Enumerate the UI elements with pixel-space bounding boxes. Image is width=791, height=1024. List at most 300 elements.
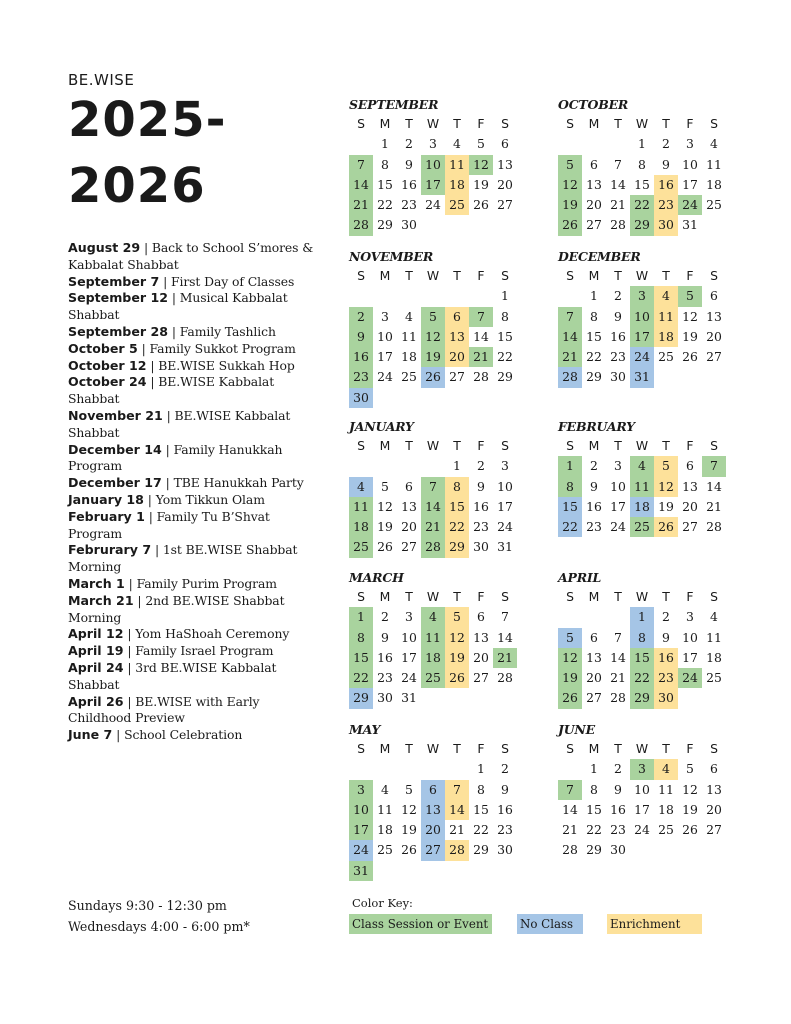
day-cell: 12	[558, 175, 582, 195]
weekday-header: T	[453, 267, 461, 283]
day-cell: 5	[445, 607, 469, 627]
weekday-header: M	[588, 588, 600, 604]
day-cell: 21	[469, 347, 493, 367]
day-cell: 16	[610, 328, 626, 344]
weekday-header: T	[453, 588, 461, 604]
month-october	[558, 96, 726, 236]
day-cell: 11	[630, 477, 654, 497]
day-cell: 18	[630, 497, 654, 517]
day-cell: 5	[686, 761, 694, 777]
event-date: Februrary 7	[68, 542, 152, 558]
day-cell: 3	[686, 609, 694, 625]
brand-name: BE.WISE	[68, 71, 135, 89]
day-cell: 14	[445, 800, 469, 820]
event-date: April 24	[68, 659, 124, 675]
weekday-header: S	[710, 588, 718, 604]
day-cell: 10	[682, 156, 698, 172]
month-title: JUNE	[558, 722, 595, 737]
day-cell: 23	[377, 670, 393, 686]
day-cell: 15	[377, 176, 393, 192]
month-march	[349, 569, 517, 709]
event-description: | TBE Hanukkah Party	[161, 475, 304, 491]
weekday-header: W	[635, 115, 649, 131]
event-item	[68, 542, 318, 576]
day-cell: 14	[497, 629, 513, 645]
event-date: October 24	[68, 374, 147, 390]
event-date: September 7	[68, 273, 160, 289]
day-cell: 29	[586, 842, 602, 858]
day-cell: 27	[497, 197, 513, 213]
day-cell: 26	[558, 215, 582, 235]
weekday-header: S	[710, 740, 718, 756]
day-cell: 8	[445, 477, 469, 497]
day-cell: 21	[449, 822, 465, 838]
weekday-header: F	[477, 115, 485, 131]
day-cell: 4	[654, 286, 678, 306]
empty-cell	[445, 759, 469, 779]
weekday-header: F	[477, 740, 485, 756]
day-cell: 22	[558, 517, 582, 537]
day-cell: 12	[682, 781, 698, 797]
event-item	[68, 374, 318, 408]
key-enrichment: Enrichment	[607, 914, 702, 934]
day-cell: 16	[654, 175, 678, 195]
day-cell: 20	[586, 197, 602, 213]
event-description: | Back to School S’mores & Kabbalat Shabbat	[68, 240, 314, 272]
weekday-header: S	[357, 437, 365, 453]
day-cell: 15	[630, 648, 654, 668]
day-cell: 11	[445, 155, 469, 175]
day-cell: 25	[658, 349, 674, 365]
day-cell: 7	[558, 780, 582, 800]
day-cell: 22	[630, 668, 654, 688]
day-cell: 1	[477, 761, 485, 777]
day-cell: 20	[445, 347, 469, 367]
weekday-header: S	[501, 437, 509, 453]
day-cell: 2	[614, 761, 622, 777]
empty-cell	[558, 286, 582, 306]
day-cell: 26	[421, 367, 445, 387]
event-description: | Family Purim Program	[124, 575, 277, 591]
day-cell: 26	[473, 197, 489, 213]
day-cell: 18	[401, 349, 417, 365]
month-title: SEPTEMBER	[349, 97, 439, 112]
day-cell: 28	[558, 367, 582, 387]
day-cell: 6	[590, 156, 598, 172]
empty-cell	[421, 759, 445, 779]
weekday-header: T	[405, 115, 413, 131]
day-cell: 5	[405, 781, 413, 797]
day-cell: 8	[349, 628, 373, 648]
weekday-header: S	[566, 740, 574, 756]
day-cell: 18	[654, 327, 678, 347]
day-cell: 17	[634, 801, 650, 817]
day-cell: 4	[381, 781, 389, 797]
day-cell: 30	[473, 539, 489, 555]
day-cell: 28	[497, 670, 513, 686]
day-cell: 18	[706, 649, 722, 665]
day-cell: 6	[501, 136, 509, 152]
day-cell: 19	[445, 648, 469, 668]
event-description: | BE.WISE with Early Childhood Preview	[68, 693, 260, 726]
weekday-header: T	[662, 740, 670, 756]
empty-cell	[373, 286, 397, 306]
day-cell: 3	[381, 308, 389, 324]
empty-cell	[349, 286, 373, 306]
color-key-title: Color Key:	[352, 896, 413, 910]
day-cell: 30	[610, 842, 626, 858]
weekday-header: S	[566, 437, 574, 453]
school-hours	[68, 895, 250, 937]
day-cell: 16	[497, 801, 513, 817]
day-cell: 2	[349, 307, 373, 327]
event-description: | Family Sukkot Program	[137, 340, 296, 356]
day-cell: 7	[614, 156, 622, 172]
day-cell: 13	[421, 800, 445, 820]
day-cell: 3	[501, 458, 509, 474]
weekday-header: S	[357, 740, 365, 756]
day-cell: 22	[349, 668, 373, 688]
day-cell: 8	[630, 628, 654, 648]
day-cell: 26	[401, 842, 417, 858]
weekday-header: T	[614, 588, 622, 604]
day-cell: 3	[614, 458, 622, 474]
day-cell: 28	[562, 842, 578, 858]
month-title: FEBRUARY	[558, 419, 635, 434]
day-cell: 1	[590, 761, 598, 777]
weekday-header: W	[426, 115, 440, 131]
weekday-header: S	[566, 588, 574, 604]
day-cell: 15	[473, 801, 489, 817]
day-cell: 17	[349, 820, 373, 840]
day-cell: 7	[421, 477, 445, 497]
event-date: April 19	[68, 643, 124, 659]
empty-cell	[373, 456, 397, 476]
day-cell: 4	[421, 607, 445, 627]
weekday-header: W	[635, 740, 649, 756]
day-cell: 3	[630, 286, 654, 306]
day-cell: 9	[614, 781, 622, 797]
day-cell: 8	[590, 781, 598, 797]
day-cell: 29	[473, 842, 489, 858]
day-cell: 9	[590, 478, 598, 494]
weekday-header: S	[357, 267, 365, 283]
day-cell: 20	[706, 801, 722, 817]
empty-cell	[582, 607, 606, 627]
day-cell: 19	[658, 498, 674, 514]
weekday-header: T	[405, 437, 413, 453]
event-description: | Yom HaShoah Ceremony	[123, 626, 290, 642]
month-november	[349, 248, 517, 408]
day-cell: 15	[586, 328, 602, 344]
month-title: APRIL	[558, 570, 602, 585]
day-cell: 7	[558, 307, 582, 327]
day-cell: 14	[610, 649, 626, 665]
empty-cell	[558, 607, 582, 627]
weekday-header: F	[686, 267, 694, 283]
day-cell: 15	[445, 497, 469, 517]
day-cell: 24	[634, 822, 650, 838]
day-cell: 6	[710, 761, 718, 777]
day-cell: 4	[453, 136, 461, 152]
day-cell: 14	[558, 327, 582, 347]
weekday-header: M	[379, 115, 391, 131]
weekday-header: W	[426, 437, 440, 453]
day-cell: 14	[706, 478, 722, 494]
day-cell: 19	[558, 195, 582, 215]
event-date: October 5	[68, 340, 138, 356]
day-cell: 5	[421, 307, 445, 327]
weekday-header: S	[710, 267, 718, 283]
hours-sunday: Sundays 9:30 - 12:30 pm	[68, 898, 227, 913]
day-cell: 3	[405, 609, 413, 625]
day-cell: 25	[401, 369, 417, 385]
day-cell: 12	[421, 327, 445, 347]
day-cell: 24	[349, 840, 373, 860]
day-cell: 4	[405, 308, 413, 324]
event-item	[68, 492, 318, 509]
event-item	[68, 358, 318, 375]
day-cell: 6	[445, 307, 469, 327]
weekday-header: S	[566, 115, 574, 131]
day-cell: 22	[473, 822, 489, 838]
empty-cell	[469, 286, 493, 306]
weekday-header: M	[588, 115, 600, 131]
day-cell: 13	[473, 629, 489, 645]
key-no-class: No Class	[517, 914, 583, 934]
event-date: June 7	[68, 727, 113, 743]
day-cell: 23	[401, 197, 417, 213]
empty-cell	[606, 134, 630, 154]
day-cell: 13	[706, 781, 722, 797]
day-cell: 15	[634, 176, 650, 192]
day-cell: 21	[562, 822, 578, 838]
empty-cell	[606, 607, 630, 627]
event-item	[68, 694, 318, 728]
day-cell: 11	[377, 801, 393, 817]
day-cell: 10	[630, 307, 654, 327]
day-cell: 29	[445, 537, 469, 557]
weekday-header: F	[686, 437, 694, 453]
event-item	[68, 475, 318, 492]
event-date: October 12	[68, 357, 147, 373]
event-description: | Family Tashlich	[168, 323, 276, 339]
month-days-grid	[558, 114, 726, 236]
empty-cell	[397, 456, 421, 476]
day-cell: 11	[706, 156, 722, 172]
day-cell: 19	[473, 176, 489, 192]
day-cell: 6	[686, 458, 694, 474]
day-cell: 29	[586, 369, 602, 385]
day-cell: 17	[401, 649, 417, 665]
month-days-grid	[349, 587, 517, 709]
empty-cell	[558, 759, 582, 779]
day-cell: 29	[497, 369, 513, 385]
day-cell: 27	[449, 369, 465, 385]
event-date: March 21	[68, 592, 134, 608]
event-item	[68, 290, 318, 324]
day-cell: 10	[377, 328, 393, 344]
month-january	[349, 418, 517, 558]
day-cell: 20	[421, 820, 445, 840]
day-cell: 23	[497, 822, 513, 838]
day-cell: 9	[662, 156, 670, 172]
day-cell: 28	[421, 537, 445, 557]
day-cell: 18	[658, 801, 674, 817]
event-item	[68, 660, 318, 694]
event-description: | BE.WISE Sukkah Hop	[146, 357, 295, 373]
day-cell: 31	[682, 217, 698, 233]
event-date: August 29	[68, 240, 141, 255]
event-item	[68, 240, 318, 274]
events-list	[68, 240, 318, 744]
event-item	[68, 643, 318, 660]
day-cell: 9	[662, 629, 670, 645]
weekday-header: T	[614, 740, 622, 756]
day-cell: 27	[682, 519, 698, 535]
day-cell: 7	[349, 155, 373, 175]
day-cell: 9	[349, 327, 373, 347]
event-item	[68, 727, 318, 744]
day-cell: 13	[706, 308, 722, 324]
day-cell: 21	[706, 498, 722, 514]
day-cell: 20	[706, 328, 722, 344]
day-cell: 7	[445, 780, 469, 800]
event-description: | Yom Tikkun Olam	[143, 491, 265, 507]
event-date: April 12	[68, 626, 124, 642]
day-cell: 21	[421, 517, 445, 537]
day-cell: 15	[558, 497, 582, 517]
weekday-header: T	[405, 588, 413, 604]
day-cell: 4	[349, 477, 373, 497]
day-cell: 15	[349, 648, 373, 668]
day-cell: 24	[425, 197, 441, 213]
event-date: December 17	[68, 475, 162, 491]
month-title: DECEMBER	[558, 249, 641, 264]
weekday-header: S	[357, 115, 365, 131]
day-cell: 11	[654, 307, 678, 327]
day-cell: 23	[586, 519, 602, 535]
month-title: JANUARY	[349, 419, 414, 434]
day-cell: 21	[610, 197, 626, 213]
weekday-header: T	[662, 267, 670, 283]
weekday-header: T	[453, 115, 461, 131]
weekday-header: W	[635, 588, 649, 604]
day-cell: 10	[610, 478, 626, 494]
weekday-header: F	[686, 588, 694, 604]
weekday-header: T	[662, 437, 670, 453]
day-cell: 4	[654, 759, 678, 779]
month-title: NOVEMBER	[349, 249, 434, 264]
day-cell: 17	[377, 349, 393, 365]
day-cell: 15	[586, 801, 602, 817]
day-cell: 12	[682, 308, 698, 324]
day-cell: 31	[497, 539, 513, 555]
day-cell: 27	[586, 690, 602, 706]
day-cell: 2	[501, 761, 509, 777]
empty-cell	[397, 759, 421, 779]
weekday-header: M	[588, 437, 600, 453]
day-cell: 13	[586, 176, 602, 192]
day-cell: 20	[473, 649, 489, 665]
day-cell: 11	[658, 781, 674, 797]
day-cell: 23	[654, 668, 678, 688]
month-december	[558, 248, 726, 388]
day-cell: 2	[614, 288, 622, 304]
weekday-header: T	[614, 115, 622, 131]
day-cell: 25	[349, 537, 373, 557]
day-cell: 28	[473, 369, 489, 385]
day-cell: 17	[421, 175, 445, 195]
event-description: | Family Hanukkah Program	[68, 441, 283, 474]
day-cell: 24	[678, 668, 702, 688]
day-cell: 4	[630, 456, 654, 476]
weekday-header: S	[501, 115, 509, 131]
day-cell: 22	[445, 517, 469, 537]
day-cell: 25	[706, 197, 722, 213]
empty-cell	[349, 134, 373, 154]
day-cell: 23	[349, 367, 373, 387]
day-cell: 9	[501, 781, 509, 797]
day-cell: 17	[682, 649, 698, 665]
day-cell: 5	[477, 136, 485, 152]
day-cell: 1	[630, 607, 654, 627]
day-cell: 25	[658, 822, 674, 838]
weekday-header: M	[379, 437, 391, 453]
month-title: MAY	[349, 722, 381, 737]
day-cell: 18	[706, 176, 722, 192]
day-cell: 10	[634, 781, 650, 797]
month-days-grid	[558, 739, 726, 861]
event-date: December 14	[68, 441, 162, 457]
year-title-line1: 2025-	[68, 92, 227, 148]
day-cell: 20	[586, 670, 602, 686]
weekday-header: S	[566, 267, 574, 283]
day-cell: 5	[654, 456, 678, 476]
day-cell: 14	[610, 176, 626, 192]
weekday-header: T	[662, 115, 670, 131]
weekday-header: M	[379, 740, 391, 756]
day-cell: 29	[630, 688, 654, 708]
day-cell: 31	[401, 690, 417, 706]
day-cell: 8	[477, 781, 485, 797]
event-date: April 26	[68, 693, 124, 709]
event-description: | 2nd BE.WISE Shabbat Morning	[68, 592, 285, 625]
day-cell: 7	[614, 629, 622, 645]
day-cell: 10	[682, 629, 698, 645]
weekday-header: T	[453, 437, 461, 453]
day-cell: 16	[586, 498, 602, 514]
day-cell: 6	[421, 780, 445, 800]
day-cell: 21	[558, 347, 582, 367]
day-cell: 2	[662, 609, 670, 625]
day-cell: 10	[421, 155, 445, 175]
day-cell: 28	[610, 217, 626, 233]
day-cell: 22	[630, 195, 654, 215]
day-cell: 16	[610, 801, 626, 817]
day-cell: 8	[638, 156, 646, 172]
day-cell: 27	[473, 670, 489, 686]
day-cell: 16	[349, 347, 373, 367]
weekday-header: T	[453, 740, 461, 756]
day-cell: 19	[682, 801, 698, 817]
event-description: | 1st BE.WISE Shabbat Morning	[68, 542, 298, 575]
day-cell: 30	[654, 688, 678, 708]
day-cell: 10	[401, 629, 417, 645]
day-cell: 1	[381, 136, 389, 152]
day-cell: 12	[558, 648, 582, 668]
day-cell: 26	[558, 688, 582, 708]
